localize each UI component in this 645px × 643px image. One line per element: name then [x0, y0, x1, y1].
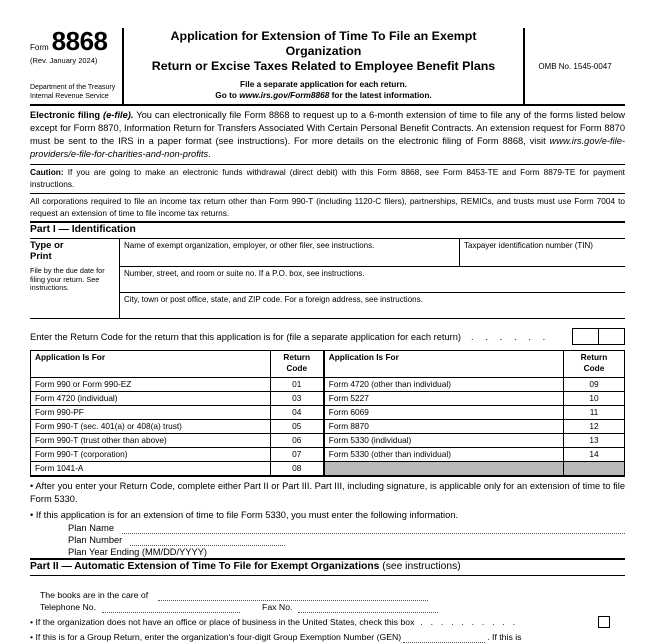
- note-form-5330: • If this application is for an extension of time to file Form 5330, you must enter the following information.: [30, 510, 459, 520]
- gen-field[interactable]: [403, 632, 485, 643]
- shaded-empty-cell: [324, 462, 564, 477]
- table-row: Form 990-T (corporation) 07 Form 5330 (other than individual) 14: [31, 448, 625, 462]
- books-care-label: The books are in the care of: [40, 590, 149, 600]
- col-header-code-right: Return Code: [564, 351, 625, 378]
- dot-leader: . . . . . .: [471, 331, 547, 342]
- form-title-block: [122, 28, 525, 104]
- organization-name-label: Name of exempt organization, employer, or other filer, see instructions.: [124, 241, 375, 250]
- caution-paragraph: Caution: If you are going to make an electronic funds withdrawal (direct debit) with this Form 8868, see Form 8453-TE and Form 8879-TE for payment instructions.: [30, 165, 625, 194]
- bullet-glyph: •: [30, 510, 34, 520]
- table-row: Form 990-T (sec. 401(a) or 408(a) trust) 05 Form 8870 12: [31, 420, 625, 434]
- bullet-glyph: •: [30, 481, 34, 491]
- type-print-label: Type or Print: [30, 240, 64, 262]
- plan-number-field[interactable]: [130, 535, 285, 546]
- table-header-row: [31, 351, 625, 378]
- plan-name-label: Plan Name: [68, 522, 114, 533]
- col-header-code-left: Return Code: [270, 351, 324, 378]
- city-state-zip-field[interactable]: [120, 292, 625, 318]
- goto-note: Go to www.irs.gov/Form8868 for the latest information.: [215, 90, 432, 100]
- dot-leader: . . . . . . . . . .: [420, 617, 517, 627]
- return-code-entry: [572, 328, 625, 345]
- table-row: Form 990-PF 04 Form 6069 11: [31, 406, 625, 420]
- file-separate-note: File a separate application for each return.: [240, 79, 407, 89]
- city-state-zip-label: City, town or post office, state, and ZIP code. For a foreign address, see instructions.: [124, 295, 423, 304]
- plan-year-row: [68, 546, 625, 558]
- table-row: Form 1041-A 08: [31, 462, 625, 477]
- irs-url: www.irs.gov/Form8868: [239, 90, 330, 100]
- no-us-office-row: • If the organization does not have an office or place of business in the United States, check this box . . . . . . . . . .: [30, 616, 625, 628]
- return-code-box-2[interactable]: [599, 328, 625, 345]
- corporations-paragraph: All corporations required to file an income tax return other than Form 990-T (including 1120-C filers), partnerships, REMICs, and trusts must use Form 7004 to request an extension of time to file income tax returns.: [30, 196, 625, 218]
- telephone-label: Telephone No.: [40, 602, 97, 612]
- table-row: Form 4720 (individual) 03 Form 5227 10: [31, 392, 625, 406]
- telephone-field[interactable]: [102, 602, 240, 613]
- phone-fax-row: [40, 601, 625, 613]
- street-address-label: Number, street, and room or suite no. If a P.O. box, see instructions.: [124, 269, 365, 278]
- books-care-field[interactable]: [158, 590, 428, 601]
- form-number: 8868: [51, 26, 108, 56]
- fax-label: Fax No.: [262, 602, 293, 612]
- col-header-application-left: Application Is For: [31, 351, 271, 378]
- tin-field[interactable]: [460, 239, 625, 266]
- note-return-code: • After you enter your Return Code, complete either Part II or Part III. Part III, including signature, is applicable only for an extension of time to file Form 5330.: [30, 481, 625, 504]
- type-or-print-sidebar: [30, 239, 120, 318]
- efile-paragraph: Electronic filing (e-file). You can electronically file Form 8868 to request up to a 6-month extension of time to file any of the forms listed below except for Form 8870, Information Return for Transfers Associated With Certain Personal Benefit Contracts. An extension request for Form 8870 must be sent to the IRS in a paper format (see instructions). For more details on the electronic filing of Form 8868, visit www.irs.gov/e-file-providers/e-file-for-charities-and-non-profits.: [30, 106, 625, 165]
- return-code-box-1[interactable]: [572, 328, 599, 345]
- revision-date: (Rev. January 2024): [30, 56, 98, 65]
- organization-name-field[interactable]: [120, 239, 460, 266]
- file-by-note: File by the due date for filing your return. See instructions.: [30, 266, 105, 293]
- fax-field[interactable]: [298, 602, 438, 613]
- part1-header: Part I — Identification: [30, 221, 625, 239]
- shaded-empty-cell: [564, 462, 625, 477]
- form-title: Application for Extension of Time To File an Exempt Organization Return or Excise Taxes Related to Employee Benefit Plans: [151, 29, 496, 73]
- tin-label: Taxpayer identification number (TIN): [464, 241, 593, 250]
- agency-name: Department of the Treasury Internal Revenue Service: [30, 84, 116, 100]
- no-us-office-checkbox[interactable]: [598, 616, 610, 628]
- omb-number: OMB No. 1545-0047: [538, 61, 612, 71]
- form-identity-block: [30, 28, 122, 104]
- form-word-label: Form: [30, 43, 49, 52]
- efile-url: www.irs.gov/e-file-providers/e-file-for-charities-and-non-profits: [30, 136, 625, 159]
- bullet-glyph: •: [30, 632, 34, 642]
- table-row: Form 990 or Form 990-EZ 01 Form 4720 (other than individual) 09: [31, 378, 625, 392]
- col-header-application-right: Application Is For: [324, 351, 564, 378]
- form-header: [30, 28, 625, 106]
- part2-header: Part II — Automatic Extension of Time To File for Exempt Organizations (see instructions): [30, 558, 625, 576]
- return-code-sentence: Enter the Return Code for the return that this application is for (file a separate application for each return): [30, 331, 461, 342]
- books-care-row: [40, 589, 625, 601]
- table-row: Form 990-T (trust other than above) 06 Form 5330 (individual) 13: [31, 434, 625, 448]
- bullet-glyph: •: [30, 617, 34, 627]
- return-code-line: [30, 328, 625, 345]
- group-return-row: • If this is for a Group Return, enter the organization's four-digit Group Exemption Number (GEN) . If this is: [30, 632, 522, 642]
- plan-name-row: [68, 522, 625, 534]
- plan-name-field[interactable]: [122, 523, 625, 534]
- identification-table: [30, 239, 625, 319]
- plan-number-row: [68, 534, 625, 546]
- plan-year-label: Plan Year Ending (MM/DD/YYYY): [68, 546, 207, 557]
- plan-number-label: Plan Number: [68, 534, 123, 545]
- street-address-field[interactable]: [120, 266, 625, 292]
- return-code-table: [30, 350, 625, 477]
